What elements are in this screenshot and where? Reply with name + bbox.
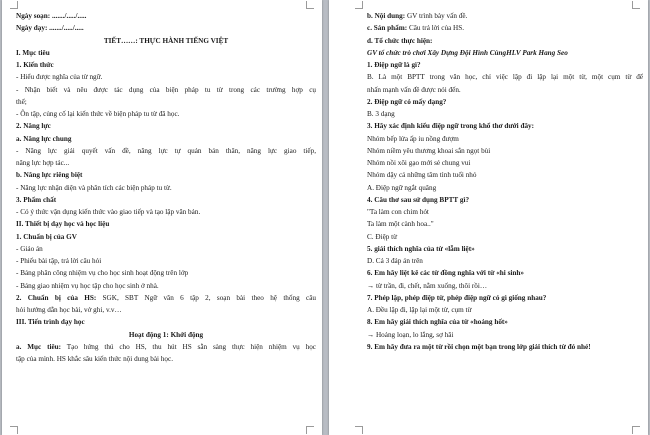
text-line: Nhóm dậy cả những tâm tình tuổi nhỏ (367, 171, 477, 180)
text-line: → Hoảng loạn, lo lắng, sợ hãi (367, 330, 454, 339)
line-text: SGK, SBT Ngữ văn 6 tập 2, soạn bài theo hệ thống câu (96, 293, 316, 302)
text-line: 7. Phép lặp, phép điệp từ, phép điệp ngữ có gì giống nhau? (367, 293, 547, 302)
text-line: b. Năng lực riêng biệt (16, 171, 83, 180)
text-line: A. Đều lặp đi, lặp lại một từ, cụm từ (367, 306, 472, 314)
text-line (367, 10, 643, 22)
text-line: thể; (16, 97, 27, 106)
line-label: c. Sản phẩm: (367, 24, 408, 33)
text-line: Ngày dạy: ......./...../..... (16, 24, 84, 33)
text-line: 2. Năng lực (16, 122, 51, 131)
text-line: 1. Điệp ngữ là gì? (367, 61, 421, 69)
text-line: 3. Phẩm chất (16, 195, 57, 204)
text-line: A. Điệp ngữ ngắt quãng (367, 183, 437, 192)
text-line: Hoạt động 1: Khởi động (128, 330, 204, 339)
text-line: Ta làm một cành hoa.." (367, 220, 434, 229)
text-line (16, 292, 316, 304)
text-line: III. Tiến trình dạy học (16, 318, 85, 327)
text-line: Nhóm nồi xôi gạo mới sẻ chung vui (367, 159, 471, 167)
text-line: - Phiếu bài tập, trả lời câu hỏi (16, 257, 102, 265)
document-page-right (329, 0, 648, 435)
page-text-right (367, 10, 643, 353)
text-line (367, 22, 643, 34)
margin-corner-mark (10, 426, 18, 434)
text-line: 8. Em hãy giải thích nghĩa của từ «hoảng hốt» (367, 318, 508, 327)
text-line: a. Năng lực chung (16, 134, 72, 143)
text-line: 2. Điệp ngữ có mấy dạng? (367, 97, 447, 106)
margin-corner-mark (306, 426, 314, 434)
text-line: 4. Câu thơ sau sử dụng BPTT gì? (367, 195, 470, 204)
text-line: 1. Kiến thức (16, 61, 54, 69)
text-line: hỏi hướng dẫn học bài, vở ghi, v.v… (16, 306, 122, 314)
text-line: d. Tổ chức thực hiện: (367, 36, 433, 45)
text-line: - Bảng phân công nhiệm vụ cho học sinh hoạt động trên lớp (16, 269, 189, 278)
text-line: TIẾT……: THỰC HÀNH TIẾNG VIỆT (103, 36, 229, 45)
text-line: 5. giải thích nghĩa của từ «lẫm liệt» (367, 244, 475, 253)
document-page-left (2, 0, 322, 435)
margin-corner-mark (10, 1, 18, 9)
text-line: - Năng lực nhận diện và phân tích các biện pháp tu từ. (16, 183, 172, 192)
line-text: Tạo hứng thú cho HS, thu hút HS sẵn sàng thực hiện nhiệm vụ học (61, 342, 316, 351)
text-line: 1. Chuẩn bị của GV (16, 232, 77, 241)
text-line: → từ trần, đi, chết, nằm xuống, thôi rồi… (367, 281, 488, 290)
text-line: "Ta làm con chim hót (367, 208, 429, 216)
margin-corner-mark (355, 1, 363, 9)
line-label: a. Mục tiêu: (16, 342, 62, 351)
text-line (16, 341, 316, 353)
text-line: - Hiểu được nghĩa của từ ngữ. (16, 73, 103, 82)
text-line: - Ôn tập, củng cố lại kiến thức về biện pháp tu từ đã học. (16, 110, 180, 118)
text-line: - Năng lực giải quyết vấn đề, năng lực tự quản bản thân, năng lực giao tiếp, (16, 146, 316, 155)
text-line: nhấn mạnh vấn đề được nói đến. (367, 85, 461, 94)
text-line: C. Điệp từ (367, 232, 398, 241)
text-line: - Bảng giao nhiệm vụ học tập cho học sinh ở nhà. (16, 281, 159, 290)
text-line: Nhóm bếp lửa ấp iu nồng đượm (367, 134, 459, 143)
page-text-left (16, 10, 316, 365)
line-text: Câu trả lời của HS. (407, 24, 465, 33)
text-line: Ngày soạn: ......./...../..... (16, 12, 87, 20)
text-line: - Có ý thức vận dụng kiến thức vào giao tiếp và tạo lập văn bản. (16, 208, 201, 216)
text-line: tập của mình. HS khắc sâu kiến thức nội dung bài học. (16, 355, 173, 363)
text-line: 6. Em hãy liệt kê các từ đồng nghĩa với từ «hi sinh» (367, 269, 524, 278)
text-line: II. Thiết bị dạy học và học liệu (16, 220, 110, 229)
text-line: B. Là một BPTT trong văn học, chỉ việc lặp đi lặp lại một từ, một cụm từ để (367, 73, 643, 82)
line-label: 2. Chuẩn bị của HS: (16, 293, 97, 302)
text-line: GV tổ chức trò chơi Xây Dựng Đội Hình CùngHLV Park Hang Seo (367, 48, 568, 57)
text-line: năng lực hợp tác... (16, 159, 70, 167)
margin-corner-mark (632, 426, 640, 434)
margin-corner-mark (355, 426, 363, 434)
margin-corner-mark (306, 1, 314, 9)
text-line: 3. Hãy xác định kiểu điệp ngữ trong khổ thơ dưới đây: (367, 122, 535, 131)
line-label: b. Nội dung: (367, 12, 406, 20)
text-line: I. Mục tiêu (16, 48, 50, 57)
text-line: Nhóm niềm yêu thương khoai sắn ngọt bùi (367, 146, 491, 155)
line-text: GV trình bày vấn đề. (405, 12, 468, 20)
text-line: B. 3 dạng (367, 110, 395, 118)
text-line: - Nhận biết và nêu được tác dụng của biện pháp tu từ trong các trường hợp cụ (16, 85, 316, 94)
margin-corner-mark (632, 1, 640, 9)
text-line: 9. Em hãy đưa ra một từ rồi chọn một bạn trong lớp giải thích từ đó nhé! (367, 342, 591, 351)
text-line: - Giáo án (16, 244, 43, 253)
text-line: D. Cả 3 đáp án trên (367, 257, 423, 265)
